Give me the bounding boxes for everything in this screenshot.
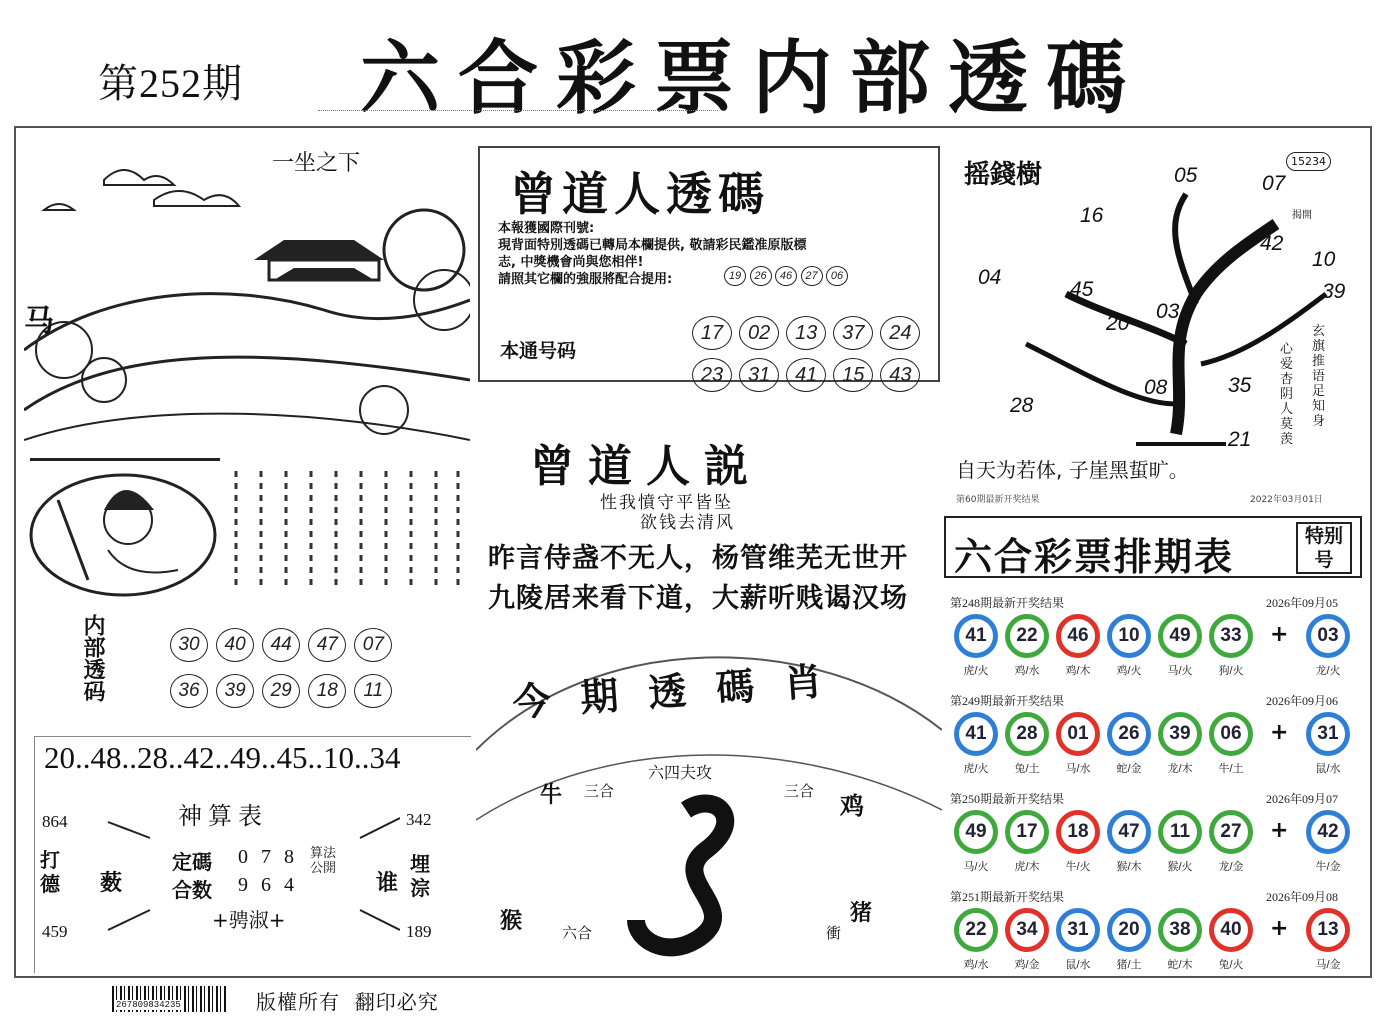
inside-label: 内部透码 [80, 614, 105, 702]
tree-number: 03 [1156, 300, 1180, 323]
result-zodiac: 猴/火 [1167, 861, 1193, 873]
plus-sign: + [1270, 818, 1289, 843]
result-ball: 33 [1209, 614, 1253, 658]
schedule-panel [944, 516, 1362, 976]
zeng-number: 31 [739, 358, 779, 392]
landscape-illustration [24, 140, 470, 458]
sum-digits: 9 6 4 [238, 874, 298, 896]
zeng-text [498, 220, 928, 288]
result-ball: 01 [1056, 712, 1100, 756]
zodiac-char: 马 [24, 304, 54, 339]
copyright: 版權所有 翻印必究 [256, 990, 439, 1014]
zeng-text-line: 請照其它欄的強服將配合提用: [498, 272, 673, 287]
tree-illustration [946, 144, 1364, 504]
result-zodiac: 蛇/木 [1167, 959, 1193, 971]
result-ball: 11 [1158, 810, 1202, 854]
tree-number: 28 [1010, 394, 1034, 417]
zeng-number: 17 [692, 316, 732, 350]
small-number: 26 [750, 266, 772, 286]
special-label: 本通号码 [500, 340, 577, 362]
tree-number: 35 [1228, 374, 1252, 397]
barcode-number: 267809834235 [116, 1000, 181, 1010]
result-zodiac: 虎/火 [963, 763, 989, 775]
result-ball: 31 [1056, 908, 1100, 952]
zeng-number: 15 [833, 358, 873, 392]
bottom-note: +骋淑+ [212, 908, 286, 932]
calc-left-chars2: 薮 [100, 871, 123, 896]
inside-number: 44 [262, 628, 300, 662]
result-ball: 28 [1005, 712, 1049, 756]
result-zodiac: 龙/金 [1218, 861, 1244, 873]
tree-badge: 15234 [1286, 152, 1331, 171]
result-ball: 20 [1107, 908, 1151, 952]
special-ball: 42 [1306, 810, 1350, 854]
inside-number: 36 [170, 674, 208, 708]
page-title: 六合彩票内部透碼 [360, 31, 1144, 125]
zeng-row1 [692, 316, 920, 350]
result-zodiac: 鸡/水 [1014, 665, 1040, 677]
tree-footer-right: 2022年03月01日 [1250, 495, 1323, 505]
tree-badge-sub: 揭開 [1292, 210, 1312, 221]
tree-side-text1: 玄旗推语足知身 [1312, 324, 1326, 429]
saying-poem1: 昨言侍盏不无人，杨管维芜无世开 [488, 543, 908, 574]
calc-title: 神算表 [178, 802, 268, 830]
calc-num-tl: 864 [42, 812, 68, 831]
small-number: 46 [775, 266, 797, 286]
inside-number: 29 [262, 674, 300, 708]
issue-number: 第252期 [98, 61, 243, 106]
result-zodiac: 猪/土 [1116, 959, 1142, 971]
draw-date: 2026年09月06 [1266, 694, 1339, 708]
draw-label: 第248期最新开奖结果 [950, 596, 1065, 610]
zeng-number: 43 [880, 358, 920, 392]
schedule-tag: 特别号 [1296, 522, 1352, 574]
small-number: 27 [801, 266, 823, 286]
side-note: 算法公開 [310, 846, 337, 876]
result-ball: 47 [1107, 810, 1151, 854]
today-title: 今期透碼肖 [511, 657, 854, 725]
result-ball: 34 [1005, 908, 1049, 952]
calc-num-br: 189 [406, 922, 432, 941]
title-underline [318, 110, 718, 117]
calc-right-chars2: 埋 淙 [410, 852, 430, 900]
sum-label: 合数 [172, 878, 212, 902]
draw-label: 第249期最新开奖结果 [950, 694, 1065, 708]
today-liuhe: 六合 [562, 924, 593, 942]
divider [30, 458, 220, 461]
zeng-number: 23 [692, 358, 732, 392]
calc-right-chars: 谁 [376, 871, 399, 896]
zeng-number: 02 [739, 316, 779, 350]
result-zodiac: 狗/火 [1218, 665, 1244, 677]
tree-number: 20 [1106, 312, 1130, 335]
today-sanhe-left: 三合 [584, 782, 615, 800]
result-ball: 41 [954, 712, 998, 756]
inside-number: 30 [170, 628, 208, 662]
result-ball: 10 [1107, 614, 1151, 658]
tree-number: 42 [1260, 232, 1284, 255]
result-zodiac: 虎/火 [963, 665, 989, 677]
result-ball: 22 [954, 908, 998, 952]
special-ball: 31 [1306, 712, 1350, 756]
result-zodiac: 鸡/水 [963, 959, 989, 971]
result-zodiac: 龙/木 [1167, 763, 1193, 775]
result-zodiac: 兔/火 [1218, 959, 1244, 971]
draw-label: 第250期最新开奖结果 [950, 792, 1065, 806]
tree-caption: 自天为若体, 子崖黑蜇旷。 [956, 458, 1189, 482]
result-ball: 18 [1056, 810, 1100, 854]
code-label: 定碼 [172, 850, 212, 874]
special-zodiac: 鼠/水 [1315, 763, 1341, 775]
tree-number: 39 [1322, 280, 1346, 303]
inside-numbers-row2 [170, 674, 392, 708]
result-zodiac: 牛/火 [1065, 861, 1091, 873]
tree-title: 摇錢樹 [964, 160, 1043, 190]
inside-number: 39 [216, 674, 254, 708]
inside-number: 07 [354, 628, 392, 662]
small-number: 06 [826, 266, 848, 286]
inside-numbers-row1 [170, 628, 392, 662]
result-zodiac: 鸡/木 [1065, 665, 1091, 677]
result-ball: 46 [1056, 614, 1100, 658]
tree-number: 45 [1070, 278, 1094, 301]
result-ball: 06 [1209, 712, 1253, 756]
inside-number: 47 [308, 628, 346, 662]
saying-poem2: 九陵居来看下道，大薪听贱谒汉场 [488, 583, 908, 614]
inside-number: 18 [308, 674, 346, 708]
today-heng: 衝 [826, 924, 842, 942]
special-zodiac: 牛/金 [1315, 861, 1341, 873]
plus-sign: + [1270, 916, 1289, 941]
zeng-number: 13 [786, 316, 826, 350]
special-ball: 03 [1306, 614, 1350, 658]
today-niu: 牛 [540, 783, 563, 808]
special-ball: 13 [1306, 908, 1350, 952]
plus-sign: + [1270, 720, 1289, 745]
tree-number: 05 [1174, 164, 1198, 187]
special-zodiac: 龙/火 [1315, 665, 1341, 677]
draw-date: 2026年09月08 [1266, 890, 1339, 904]
result-zodiac: 马/火 [963, 861, 989, 873]
result-ball: 38 [1158, 908, 1202, 952]
tree-number: 07 [1262, 172, 1286, 195]
today-top-caption: 六四夫攻 [648, 763, 713, 782]
result-ball: 40 [1209, 908, 1253, 952]
tree-number: 08 [1144, 376, 1168, 399]
result-ball: 27 [1209, 810, 1253, 854]
money-tree-panel [946, 144, 1364, 504]
result-zodiac: 马/火 [1167, 665, 1193, 677]
inside-number: 11 [354, 674, 392, 708]
schedule-title: 六合彩票排期表 [954, 535, 1235, 579]
zeng-text-line: 本報獲國際刊號: [498, 221, 595, 236]
result-ball: 41 [954, 614, 998, 658]
zeng-title: 曾道人透碼 [510, 167, 770, 221]
result-ball: 49 [1158, 614, 1202, 658]
tree-number: 04 [978, 266, 1002, 289]
calc-num-tr: 342 [406, 810, 432, 829]
result-zodiac: 猴/木 [1116, 861, 1142, 873]
result-zodiac: 兔/土 [1014, 763, 1040, 775]
tree-number: 10 [1312, 248, 1336, 271]
zeng-text-line: 現背面特別透碼已轉局本欄提供, 敬請彩民鑑准原版標 [498, 238, 807, 253]
small-numbers [724, 266, 848, 286]
result-ball: 39 [1158, 712, 1202, 756]
calc-num-bl: 459 [42, 922, 68, 941]
result-ball: 49 [954, 810, 998, 854]
draw-label: 第251期最新开奖结果 [950, 890, 1065, 904]
tree-number: 16 [1080, 204, 1104, 227]
result-ball: 26 [1107, 712, 1151, 756]
today-zhu: 猪 [850, 901, 873, 926]
saying-line1: 性我憤守平皆坠 [600, 493, 733, 513]
zeng-number: 41 [786, 358, 826, 392]
zeng-number: 37 [833, 316, 873, 350]
zeng-panel [478, 146, 940, 386]
inside-number: 40 [216, 628, 254, 662]
today-hou: 猴 [500, 909, 523, 934]
result-zodiac: 牛/土 [1218, 763, 1244, 775]
landscape-panel [24, 140, 470, 460]
result-ball: 22 [1005, 614, 1049, 658]
today-sanhe-right: 三合 [784, 782, 815, 800]
plus-sign: + [1270, 622, 1289, 647]
result-zodiac: 鸡/金 [1014, 959, 1040, 971]
scene-caption: 一坐之下 [272, 151, 361, 176]
tree-number: 21 [1228, 428, 1252, 451]
special-zodiac: 马/金 [1315, 959, 1341, 971]
draw-date: 2026年09月07 [1266, 792, 1339, 806]
zeng-number: 24 [880, 316, 920, 350]
result-ball: 17 [1005, 810, 1049, 854]
result-zodiac: 马/水 [1065, 763, 1091, 775]
small-number: 19 [724, 266, 746, 286]
code-digits: 0 7 8 [238, 846, 298, 868]
tree-side-text2: 心爱杏阴人莫羡 [1280, 342, 1294, 447]
result-zodiac: 鸡/火 [1116, 665, 1142, 677]
tree-footer-left: 第60期最新开奖结果 [956, 495, 1040, 505]
vertical-script [226, 466, 466, 600]
today-ji: 鸡 [840, 792, 864, 820]
zeng-row2 [692, 358, 920, 392]
zeng-text-line: 志, 中獎機會尚與您相伴! [498, 255, 644, 270]
schedule-header [944, 516, 1362, 578]
number-line: 20..48..28..42..49..45..10..34 [44, 740, 401, 775]
lady-illustration [28, 470, 218, 600]
saying-line2: 欲钱去清风 [640, 513, 735, 533]
draw-date: 2026年09月05 [1266, 596, 1339, 610]
calc-left-chars: 打 德 [40, 848, 60, 896]
saying-title: 曾道人説 [530, 441, 762, 492]
result-zodiac: 鼠/水 [1065, 959, 1091, 971]
result-zodiac: 蛇/金 [1116, 763, 1142, 775]
result-zodiac: 虎/木 [1014, 861, 1040, 873]
